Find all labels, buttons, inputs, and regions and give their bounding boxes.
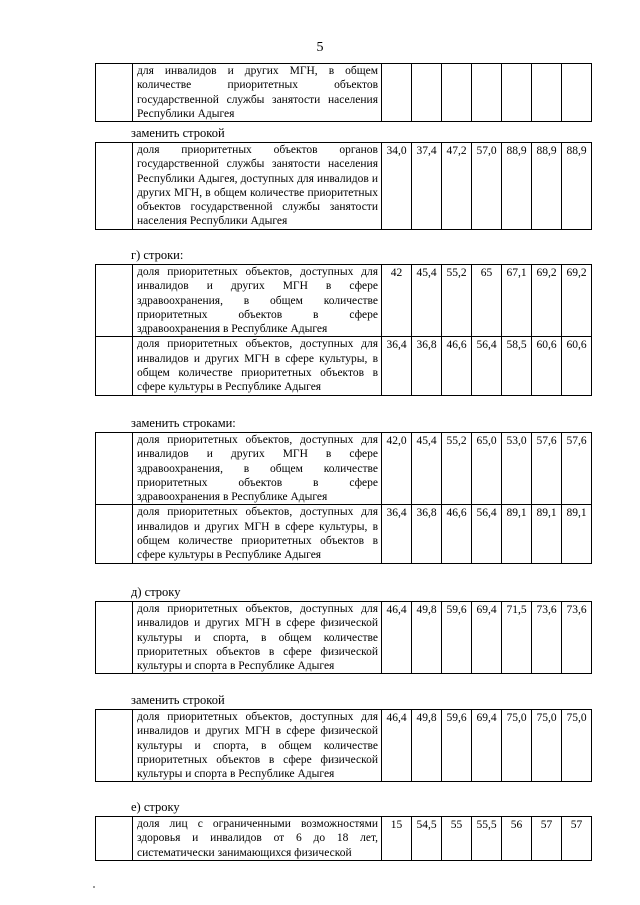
value-cell: 57,6 <box>562 433 592 505</box>
table-row <box>95 142 592 230</box>
row-number-cell <box>96 265 133 337</box>
value-cell <box>502 64 532 122</box>
indicator-text: доля приоритетных объектов органов государственной службы занятости населения Республики Адыгея, доступных для инвалидов и других МГН, в общем количестве приоритетных объектов государственной службы занятости населения Республики Адыгея <box>137 144 378 228</box>
value-cell: 75,0 <box>562 710 592 782</box>
value-cell: 69,2 <box>562 265 592 337</box>
value-cell: 59,6 <box>442 710 472 782</box>
value-cell: 55,2 <box>442 433 472 505</box>
value-cell: 56,4 <box>472 505 502 563</box>
value-cell: 65 <box>472 265 502 337</box>
value-cell: 69,2 <box>532 265 562 337</box>
table-row <box>95 709 592 782</box>
value-cell: 55,2 <box>442 265 472 337</box>
indicator-text: доля приоритетных объектов, доступных для инвалидов и других МГН в сфере культуры, в общем количестве приоритетных объектов в сфере культуры в Республике Адыгея <box>137 338 378 394</box>
value-cell: 55,5 <box>472 817 502 861</box>
value-cell: 59,6 <box>442 602 472 674</box>
indicator-cell <box>133 433 382 505</box>
value-cell <box>472 64 502 122</box>
value-cell: 45,4 <box>412 265 442 337</box>
indicator-cell <box>133 710 382 782</box>
value-cell: 75,0 <box>532 710 562 782</box>
value-cell: 58,5 <box>502 337 532 395</box>
indicator-cell <box>133 64 382 122</box>
amendment-instruction: д) строку <box>131 585 181 599</box>
amendment-instruction: заменить строками: <box>131 416 236 430</box>
value-cell: 46,6 <box>442 337 472 395</box>
value-cell: 57 <box>562 817 592 861</box>
indicator-text: доля приоритетных объектов, доступных для инвалидов и других МГН в сфере культуры, в общем количестве приоритетных объектов в сфере культуры в Республике Адыгея <box>137 506 378 562</box>
table-row <box>95 816 592 861</box>
amendment-instruction: г) строки: <box>131 248 184 262</box>
value-cell: 65,0 <box>472 433 502 505</box>
amendment-instruction: заменить строкой <box>131 693 225 707</box>
value-cell: 73,6 <box>562 602 592 674</box>
value-cell: 55 <box>442 817 472 861</box>
value-cell: 36,4 <box>382 337 412 395</box>
value-cell: 69,4 <box>472 602 502 674</box>
indicator-cell <box>133 265 382 337</box>
indicator-cell <box>133 505 382 563</box>
value-cell: 88,9 <box>562 143 592 230</box>
table-block <box>95 432 592 564</box>
scan-speck <box>93 886 95 888</box>
value-cell <box>442 64 472 122</box>
row-number-cell <box>96 143 133 230</box>
value-cell: 88,9 <box>532 143 562 230</box>
row-number-cell <box>96 602 133 674</box>
indicator-cell <box>133 143 382 230</box>
value-cell: 37,4 <box>412 143 442 230</box>
row-number-cell <box>96 710 133 782</box>
value-cell: 34,0 <box>382 143 412 230</box>
value-cell: 47,2 <box>442 143 472 230</box>
row-number-cell <box>96 64 133 122</box>
value-cell: 49,8 <box>412 710 442 782</box>
value-cell: 46,4 <box>382 602 412 674</box>
value-cell <box>412 64 442 122</box>
value-cell: 73,6 <box>532 602 562 674</box>
indicator-cell <box>133 817 382 861</box>
indicator-text: для инвалидов и других МГН, в общем количестве приоритетных объектов государственной службы занятости населения Республики Адыгея <box>137 65 378 120</box>
row-number-cell <box>96 817 133 861</box>
value-cell: 88,9 <box>502 143 532 230</box>
row-number-cell <box>96 433 133 505</box>
value-cell <box>562 64 592 122</box>
value-cell: 54,5 <box>412 817 442 861</box>
value-cell: 67,1 <box>502 265 532 337</box>
row-number-cell <box>96 337 133 395</box>
amendment-instruction: е) строку <box>131 800 180 814</box>
value-cell: 45,4 <box>412 433 442 505</box>
value-cell: 49,8 <box>412 602 442 674</box>
value-cell: 60,6 <box>532 337 562 395</box>
row-number-cell <box>96 505 133 563</box>
value-cell: 69,4 <box>472 710 502 782</box>
value-cell: 36,8 <box>412 505 442 563</box>
page-number: 5 <box>316 40 324 55</box>
amendment-instruction: заменить строкой <box>131 126 225 140</box>
value-cell: 57,0 <box>472 143 502 230</box>
value-cell: 71,5 <box>502 602 532 674</box>
value-cell <box>532 64 562 122</box>
indicator-text: доля приоритетных объектов, доступных для инвалидов и других МГН в сфере здравоохранения, в общем количестве приоритетных объектов в сфере здравоохранения в Республике Адыгея <box>137 434 378 504</box>
indicator-text: доля приоритетных объектов, доступных для инвалидов и других МГН в сфере здравоохранения, в общем количестве приоритетных объектов в сфере здравоохранения в Республике Адыгея <box>137 266 378 336</box>
value-cell: 36,4 <box>382 505 412 563</box>
value-cell: 46,6 <box>442 505 472 563</box>
value-cell: 42 <box>382 265 412 337</box>
table-row <box>95 601 592 674</box>
value-cell: 89,1 <box>502 505 532 563</box>
table-block <box>95 264 592 396</box>
value-cell: 56,4 <box>472 337 502 395</box>
indicator-cell <box>133 602 382 674</box>
indicator-text: доля приоритетных объектов, доступных для инвалидов и других МГН в сфере физической культуры и спорта, в общем количестве приоритетных объектов в сфере физической культуры и спорта в Республике Адыгея <box>137 603 378 673</box>
value-cell: 60,6 <box>562 337 592 395</box>
value-cell: 42,0 <box>382 433 412 505</box>
value-cell: 46,4 <box>382 710 412 782</box>
indicator-cell <box>133 337 382 395</box>
indicator-text: доля приоритетных объектов, доступных для инвалидов и других МГН в сфере физической культуры и спорта, в общем количестве приоритетных объектов в сфере физической культуры и спорта в Республике Адыгея <box>137 711 378 781</box>
value-cell: 57 <box>532 817 562 861</box>
value-cell: 57,6 <box>532 433 562 505</box>
value-cell <box>382 64 412 122</box>
value-cell: 89,1 <box>532 505 562 563</box>
value-cell: 15 <box>382 817 412 861</box>
value-cell: 53,0 <box>502 433 532 505</box>
value-cell: 56 <box>502 817 532 861</box>
value-cell: 36,8 <box>412 337 442 395</box>
value-cell: 89,1 <box>562 505 592 563</box>
indicator-text: доля лиц с ограниченными возможностями здоровья и инвалидов от 6 до 18 лет, систематически занимающихся физической <box>137 818 378 859</box>
value-cell: 75,0 <box>502 710 532 782</box>
table-row <box>95 63 592 122</box>
